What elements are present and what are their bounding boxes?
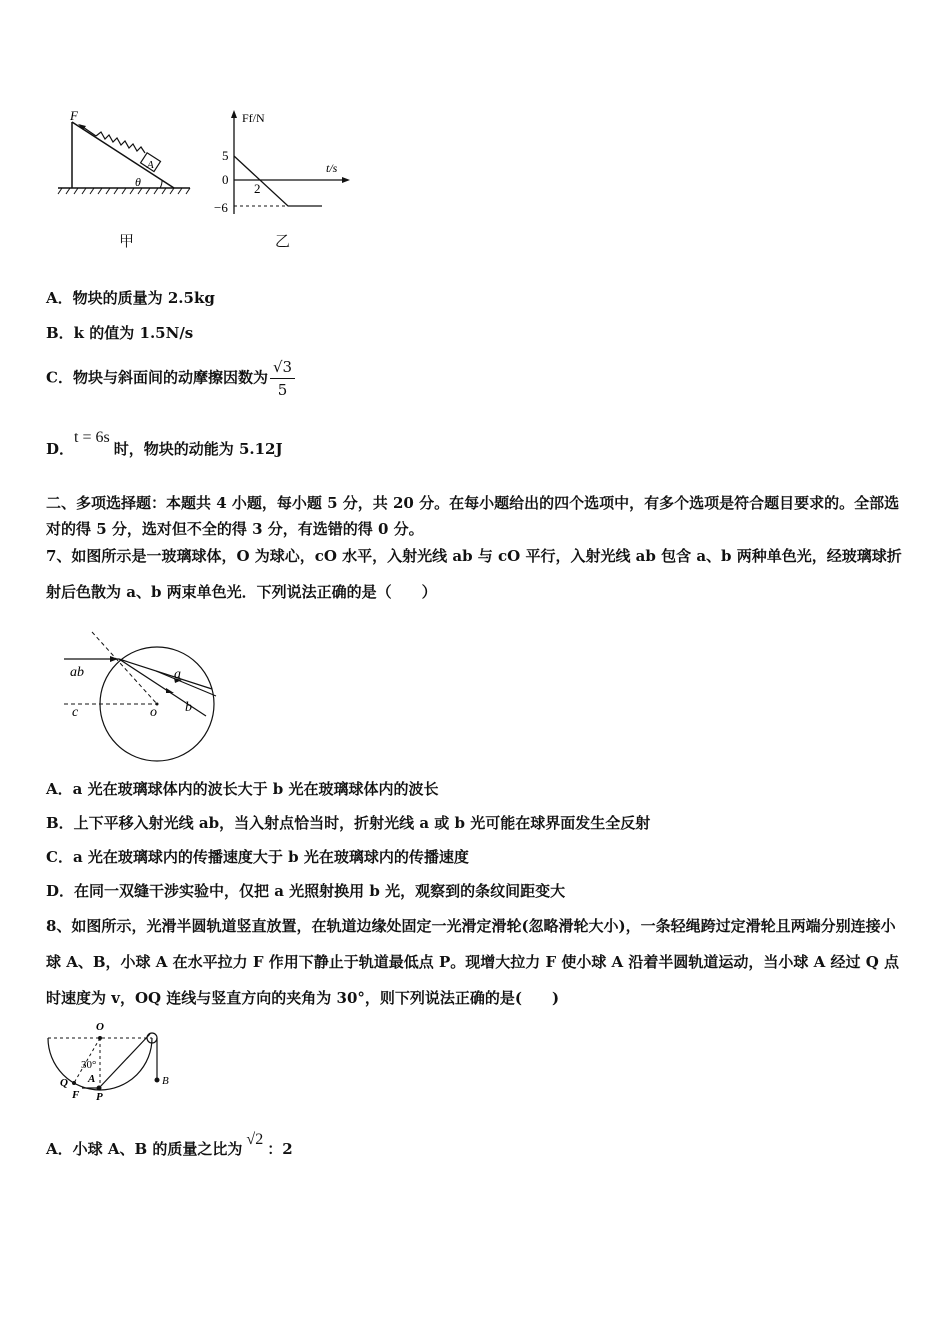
sqrt-two: √2: [246, 1131, 264, 1148]
q6-option-c-text: C．物块与斜面间的动摩擦因数为: [46, 368, 268, 387]
ray-arrowhead-b: [166, 688, 174, 693]
incline-line: [72, 122, 174, 188]
q7-stem: 7、如图所示是一玻璃球体，O 为球心，cO 水平，入射光线 ab 与 cO 平行，入射光线 ab 包含 a、b 两种单色光，经玻璃球折射后色散为 a、b 两束单色光．下列说法正确的是（ ）: [46, 547, 902, 601]
q8-option-a-text: A．小球 A、B 的质量之比为: [46, 1140, 243, 1158]
q7-option-a[interactable]: A．a 光在玻璃球体内的波长大于 b 光在玻璃球体内的波长: [46, 780, 439, 798]
rope-to-a: [99, 1034, 150, 1088]
label-f: F: [72, 1089, 80, 1101]
caption-yi: 乙: [275, 232, 291, 250]
label-30: 30°: [81, 1059, 97, 1071]
figure-jia: [56, 106, 196, 202]
refracted-ray-b: [119, 659, 206, 716]
y-axis-arrow: [231, 110, 237, 118]
fraction-sqrt3-over-5: [270, 356, 295, 401]
q8-figure: [42, 1018, 182, 1102]
q6-option-d-text: 时，物块的动能为 5.12J: [113, 440, 283, 458]
ball-b: [155, 1078, 160, 1083]
ground-hatch: [58, 188, 190, 194]
q7-figure: [56, 626, 236, 764]
caption-jia: 甲: [119, 232, 135, 250]
label-b: B: [162, 1075, 169, 1087]
label-ab: ab: [70, 665, 84, 680]
q6-option-a[interactable]: A．物块的质量为 2.5kg: [46, 289, 215, 307]
q8-option-a[interactable]: [46, 1131, 293, 1159]
label-o: o: [150, 705, 157, 720]
tick-2: 2: [254, 181, 261, 196]
axis-label-y: Ff/N: [242, 111, 265, 125]
emergent-ray: [156, 671, 216, 696]
fraction-numerator: √3: [270, 356, 295, 379]
label-q: Q: [60, 1077, 68, 1089]
tick-neg6: −6: [214, 200, 228, 215]
label-f: F: [70, 108, 78, 123]
q7-option-b[interactable]: B．上下平移入射光线 ab，当入射点恰当时，折射光线 a 或 b 光可能在球界面发生全反射: [46, 814, 651, 832]
x-axis-arrow: [342, 177, 350, 183]
q6-option-c[interactable]: [46, 356, 295, 401]
tick-0: 0: [222, 172, 229, 187]
q6-option-d-label: D．: [46, 440, 75, 458]
graph-line: [234, 156, 322, 206]
point-q: [72, 1081, 76, 1085]
center-o: [98, 1036, 102, 1040]
angle-arc: [160, 180, 162, 188]
q8-stem: 8、如图所示，光滑半圆轨道竖直放置，在轨道边缘处固定一光滑定滑轮(忽略滑轮大小)，一条轻绳跨过定滑轮且两端分别连接小球 A、B，小球 A 在水平拉力 F 作用下静止于轨道最低点 P。现增大拉力 F 使小球 A 沿着半圆轨道运动，当小球 A 经过 Q 点时速度为 v，OQ 连线与竖直方向的夹角为 30°，则下列说法正确的是( ): [46, 917, 899, 1007]
q8-option-a-ratio: ：2: [267, 1140, 293, 1158]
label-o: O: [96, 1021, 104, 1033]
q7-option-c[interactable]: C．a 光在玻璃球内的传播速度大于 b 光在玻璃球内的传播速度: [46, 848, 469, 866]
axis-label-x: t/s: [326, 161, 338, 175]
q6-option-d[interactable]: [46, 429, 283, 459]
section-2-header: 二、多项选择题：本题共 4 小题，每小题 5 分，共 20 分。在每小题给出的四个选项中，有多个选项是符合题目要求的。全部选对的得 5 分，选对但不全的得 3 分，有选错的得 0 分。: [46, 494, 900, 538]
time-expression: t = 6s: [74, 429, 110, 446]
label-theta: θ: [135, 175, 141, 189]
figure-yi: [206, 104, 356, 218]
tick-5: 5: [222, 148, 229, 163]
q6-option-b[interactable]: B．k 的值为 1.5N/s: [46, 324, 194, 342]
label-c: c: [72, 705, 79, 720]
refracted-ray-a: [119, 659, 212, 689]
q7-option-d[interactable]: D．在同一双缝干涉实验中，仅把 a 光照射换用 b 光，观察到的条纹间距变大: [46, 882, 566, 900]
label-a: A: [147, 159, 154, 171]
label-b: b: [185, 700, 192, 715]
fraction-denominator: 5: [277, 381, 288, 399]
label-p: P: [96, 1091, 103, 1102]
label-a: a: [174, 667, 181, 682]
label-a: A: [88, 1073, 96, 1085]
